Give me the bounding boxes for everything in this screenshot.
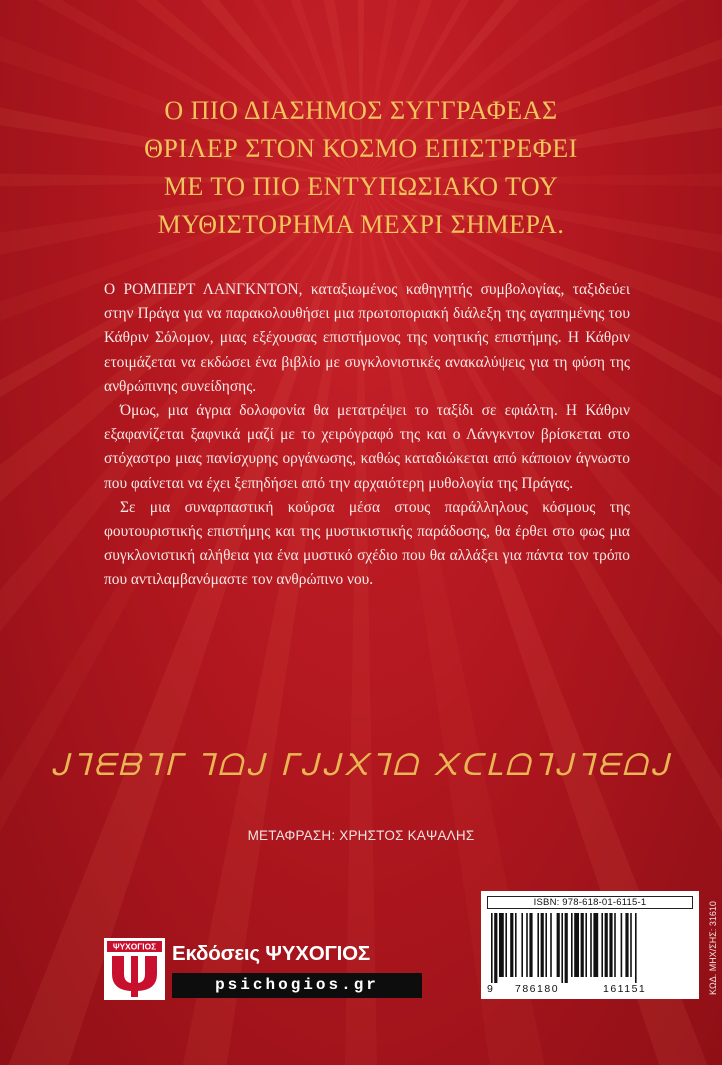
blurb-text: [104, 278, 630, 593]
headline-line: ΜΥΘΙΣΤΟΡΗΜΑ ΜΕΧΡΙ ΣΗΜΕΡΑ.: [157, 210, 565, 239]
headline-line: Ο ΠΙΟ ΔΙΑΣΗΜΟΣ ΣΥΓΓΡΑΦΕΑΣ: [164, 96, 558, 125]
translator-credit: ΜΕΤΑΦΡΑΣΗ: ΧΡΗΣΤΟΣ ΚΑΨΑΛΗΣ: [247, 828, 475, 843]
isbn-barcode: [481, 891, 699, 999]
logo-wordmark: ΨΥΧΟΓΙΟΣ: [112, 941, 157, 952]
publisher-logo: [104, 938, 165, 1000]
blurb-paragraph: Σε μια συναρπαστική κούρσα μέσα στους παράλληλους κόσμους της φουτουριστικής επιστήμης και της μυστικιστικής παράδοσης, θα έρθει στο φως μια συγκλονιστική αλήθεια για ένα μυστικό σχέδιο που θα αλλάξει για πάντα τον τρόπο που αντιλαμβανόμαστε τον ανθρώπινο νου.: [104, 498, 630, 589]
blurb-paragraph: Όμως, μια άγρια δολοφονία θα μετατρέψει το ταξίδι σε εφιάλτη. Η Κάθριν εξαφανίζεται ξαφνικά μαζί με το χειρόγραφό της και ο Λάνγκντον βρίσκεται στο στόχαστρο μιας πανίσχυρης οργάνωσης, καθώς καταδιώκεται από κάποιον άγνωστο που φαίνεται να έχει ξεπηδήσει από την αρχαιότερη μυθολογία της Πράγας.: [104, 402, 630, 492]
publisher-brand: [104, 938, 424, 1000]
headline: [40, 92, 682, 244]
barcode-digit-first: 9: [487, 983, 493, 995]
publisher-url: psichogios.gr: [172, 973, 422, 998]
headline-line: ΜΕ ΤΟ ΠΙΟ ΕΝΤΥΠΩΣΙΑΚΟ ΤΟΥ: [163, 172, 559, 201]
publisher-name: Εκδόσεις ΨΥΧΟΓΙΟΣ: [172, 942, 370, 965]
barcode-digits: [487, 983, 693, 997]
barcode-digits-right: 161151: [603, 983, 647, 995]
cipher-title: ᒍᒣᗴᗷᒣᒥ ᒣᗝᒍ ᒥᒍᒍ᙭ᒣᗝ ᙭ᑕᒪᗝᒣᒍᒣᗴᗝᒍ: [50, 748, 672, 783]
isbn-label: ISBN: 978-618-01-6115-1: [487, 896, 693, 909]
product-code: ΚΩΔ. ΜΗΧ/ΣΗΣ: 31610: [708, 901, 718, 995]
headline-line: ΘΡΙΛΕΡ ΣΤΟΝ ΚΟΣΜΟ ΕΠΙΣΤΡΕΦΕΙ: [144, 134, 578, 163]
barcode-digits-left: 786180: [515, 983, 560, 995]
barcode-bars: [487, 913, 693, 983]
blurb-paragraph: Ο ΡΟΜΠΕΡΤ ΛΑΝΓΚΝΤΟΝ, καταξιωμένος καθηγητής συμβολογίας, ταξιδεύει στην Πράγα για να παρακολουθήσει μια πρωτοποριακή διάλεξη της αγαπημένης του Κάθριν Σόλομον, μιας εξέχουσας επιστήμονος της νοητικής επιστήμης. Η Κάθριν ετοιμάζεται να εκδώσει ένα βιβλίο με συγκλονιστικές ανακαλύψεις για τη φύση της ανθρώπινης συνείδησης.: [104, 281, 630, 395]
psi-logo-icon: [104, 938, 165, 1000]
